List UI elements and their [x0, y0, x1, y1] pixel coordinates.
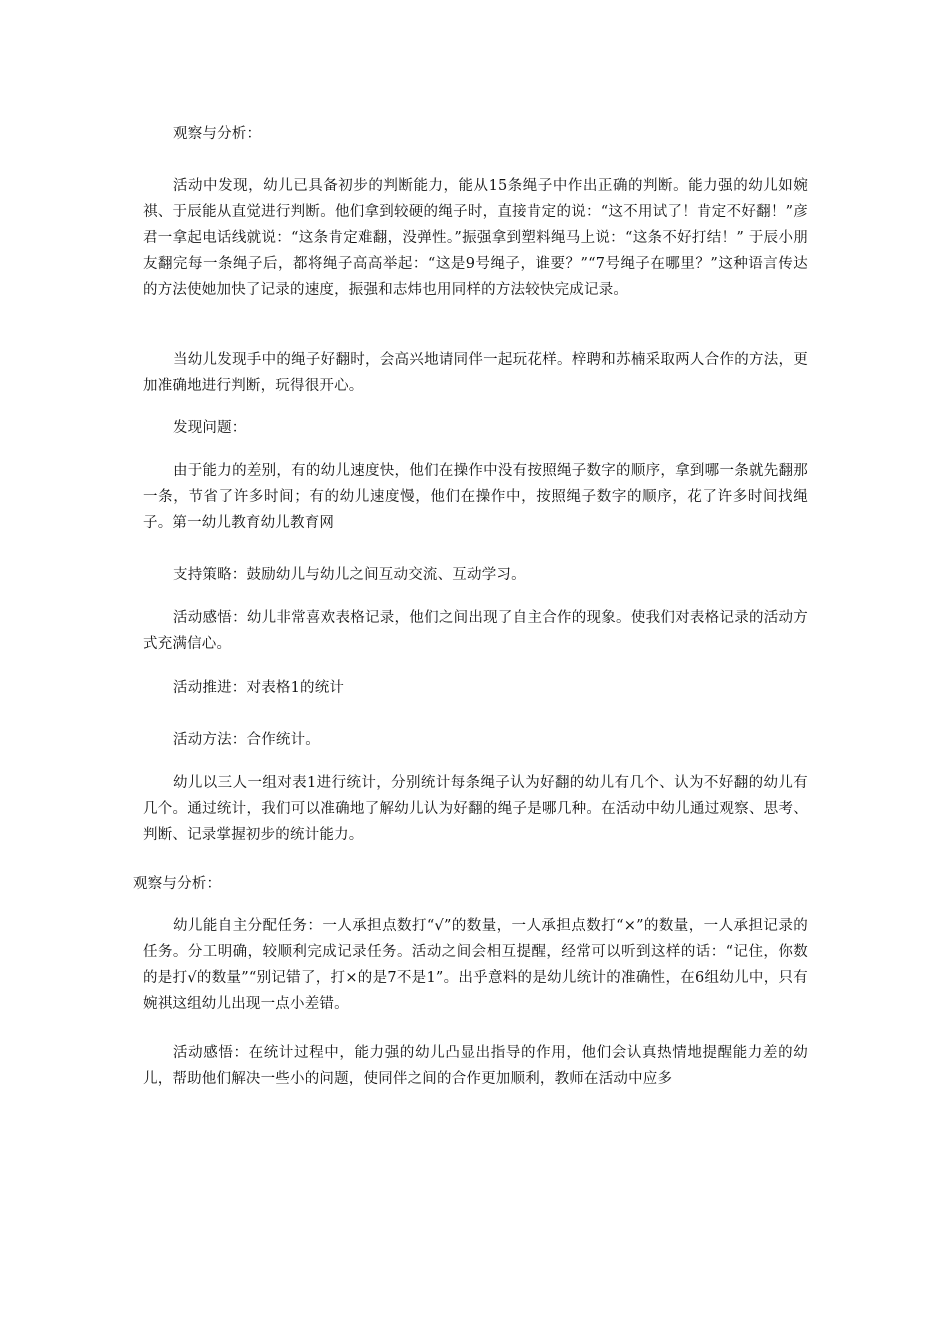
paragraph-activity-findings: 活动中发现，幼儿已具备初步的判断能力，能从15条绳子中作出正确的判断。能力强的幼儿如婉祺、于辰能从直觉进行判断。他们拿到较硬的绳子时，直接肯定的说：“这不用试了！肯定不好翻！”彦君一拿起电话线就说：“这条肯定难翻，没弹性。”振强拿到塑料绳马上说：“这条不好打结！” 于辰小朋友翻完每一条绳子后，都将绳子高高举起：“这是9号绳子，谁要？”“7号绳子在哪里？”这种语言传达的方法使她加快了记录的速度，振强和志炜也用同样的方法较快完成记录。 — [143, 178, 808, 298]
heading-observation-analysis-2: 观察与分析： — [133, 876, 222, 892]
paragraph-activity-method: 活动方法：合作统计。 — [173, 732, 320, 748]
paragraph-cooperation: 当幼儿发现手中的绳子好翻时，会高兴地请同伴一起玩花样。梓聘和苏楠采取两人合作的方法，更加准确地进行判断，玩得很开心。 — [143, 352, 808, 394]
paragraph-support-strategy: 支持策略：鼓励幼儿与幼儿之间互动交流、互动学习。 — [173, 567, 526, 583]
paragraph-ability-difference: 由于能力的差别，有的幼儿速度快，他们在操作中没有按照绳子数字的顺序，拿到哪一条就先翻那一条，节省了许多时间；有的幼儿速度慢，他们在操作中，按照绳子数字的顺序，花了许多时间找绳子。第一幼儿教育幼儿教育网 — [143, 463, 808, 531]
heading-observation-analysis-1: 观察与分析： — [173, 126, 262, 142]
paragraph-activity-progress: 活动推进：对表格1的统计 — [173, 680, 345, 696]
paragraph-activity-reflection-2: 活动感悟：在统计过程中，能力强的幼儿凸显出指导的作用，他们会认真热情地提醒能力差的幼儿，帮助他们解决一些小的问题，使同伴之间的合作更加顺利，教师在活动中应多 — [143, 1045, 808, 1087]
paragraph-statistics: 幼儿以三人一组对表1进行统计，分别统计每条绳子认为好翻的幼儿有几个、认为不好翻的幼儿有几个。通过统计，我们可以准确地了解幼儿认为好翻的绳子是哪几种。在活动中幼儿通过观察、思考、判断、记录掌握初步的统计能力。 — [143, 775, 808, 843]
paragraph-task-division: 幼儿能自主分配任务：一人承担点数打“√”的数量，一人承担点数打“×”的数量，一人承担记录的任务。分工明确，较顺利完成记录任务。活动之间会相互提醒，经常可以听到这样的话：“记住，你数的是打√的数量”“别记错了，打×的是7不是1”。出乎意料的是幼儿统计的准确性，在6组幼儿中，只有婉祺这组幼儿出现一点小差错。 — [143, 918, 808, 1012]
paragraph-activity-reflection-1: 活动感悟：幼儿非常喜欢表格记录，他们之间出现了自主合作的现象。使我们对表格记录的活动方式充满信心。 — [143, 610, 808, 652]
heading-problem-found: 发现问题： — [173, 420, 247, 436]
